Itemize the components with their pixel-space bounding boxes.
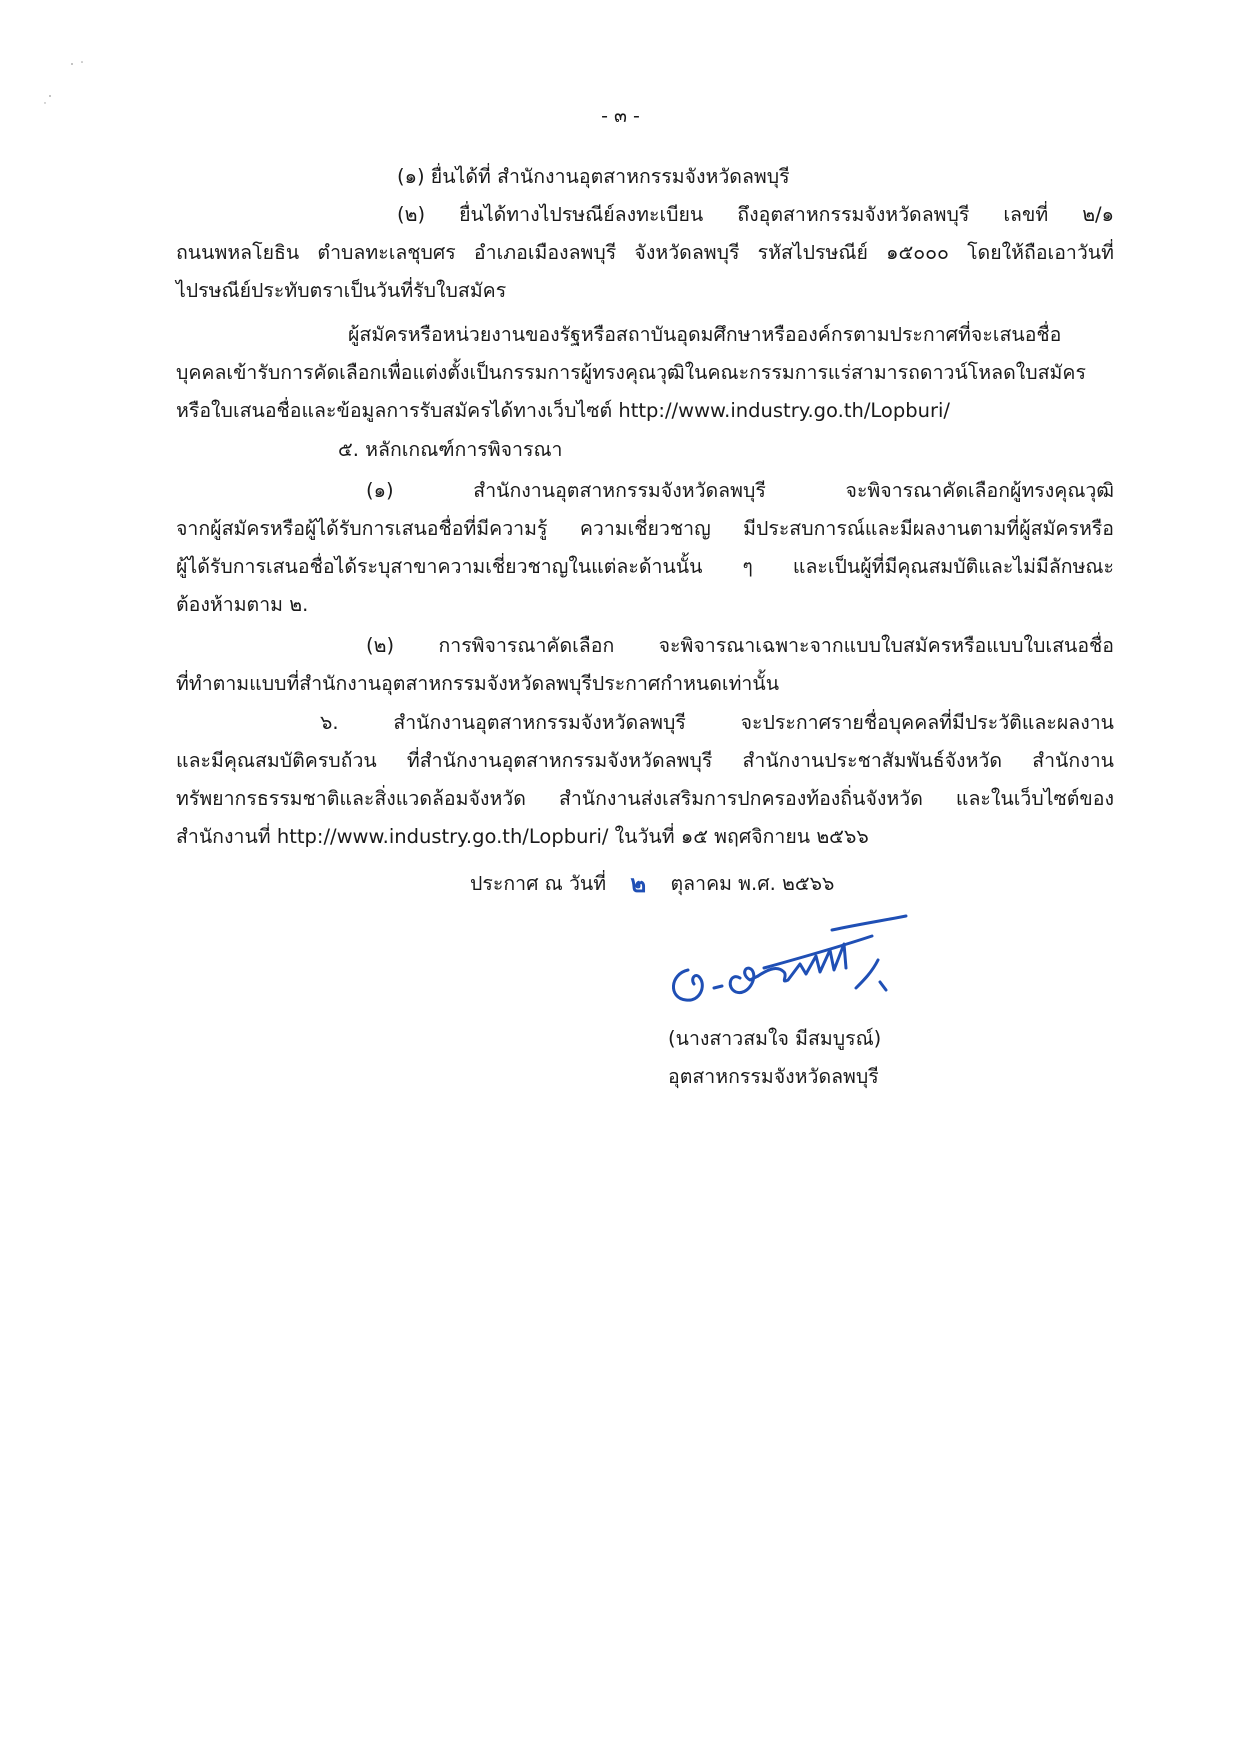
signatory-title: อุตสาหกรรมจังหวัดลพบุรี — [668, 1065, 879, 1088]
announcement-day: ๒ — [630, 870, 647, 898]
criteria-2-line-2: ที่ทำตามแบบที่สำนักงานอุตสาหกรรมจังหวัดลพบุรีประกาศกำหนดเท่านั้น — [176, 672, 780, 695]
announcement-date — [470, 871, 910, 897]
download-para-line-1: ผู้สมัครหรือหน่วยงานของรัฐหรือสถาบันอุดมศึกษาหรือองค์กรตามประกาศที่จะเสนอชื่อ — [348, 323, 1062, 346]
signatory-name: (นางสาวสมใจ มีสมบูรณ์) — [668, 1027, 882, 1050]
criteria-1-line-1: (๑) สำนักงานอุตสาหกรรมจังหวัดลพบุรี จะพิจารณาคัดเลือกผู้ทรงคุณวุฒิ — [366, 479, 1114, 502]
section-6-line-3: ทรัพยากรธรรมชาติและสิ่งแวดล้อมจังหวัด สำนักงานส่งเสริมการปกครองท้องถิ่นจังหวัด และในเว็บไซต์ของ — [176, 787, 1114, 810]
download-para-line-2: บุคคลเข้ารับการคัดเลือกเพื่อแต่งตั้งเป็นกรรมการผู้ทรงคุณวุฒิในคณะกรรมการแร่สามารถดาวน์โหลดใบสมัคร — [176, 361, 1086, 384]
item-2-line-2: ถนนพหลโยธิน ตำบลทะเลชุบศร อำเภอเมืองลพบุรี จังหวัดลพบุรี รหัสไปรษณีย์ ๑๕๐๐๐ โดยให้ถือเอาวันที่ — [176, 241, 1114, 264]
item-1-submit-at-office: (๑) ยื่นได้ที่ สำนักงานอุตสาหกรรมจังหวัดลพบุรี — [397, 165, 790, 188]
download-para-line-3: หรือใบเสนอชื่อและข้อมูลการรับสมัครได้ทางเว็บไซต์ http://www.industry.go.th/Lopburi/ — [176, 399, 950, 422]
announcement-prefix: ประกาศ ณ วันที่ — [470, 872, 607, 895]
criteria-1-line-4: ต้องห้ามตาม ๒. — [176, 593, 309, 616]
item-2-line-1: (๒) ยื่นได้ทางไปรษณีย์ลงทะเบียน ถึงอุตสาหกรรมจังหวัดลพบุรี เลขที่ ๒/๑ — [397, 203, 1114, 226]
criteria-1-line-2: จากผู้สมัครหรือผู้ได้รับการเสนอชื่อที่มีความรู้ ความเชี่ยวชาญ มีประสบการณ์และมีผลงานตามที่ผู้สมัครหรือ — [176, 517, 1114, 540]
item-2-line-3: ไปรษณีย์ประทับตราเป็นวันที่รับใบสมัคร — [176, 279, 507, 302]
section-5-heading: ๕. หลักเกณฑ์การพิจารณา — [338, 438, 563, 461]
section-6-line-4: สำนักงานที่ http://www.industry.go.th/Lopburi/ ในวันที่ ๑๕ พฤศจิกายน ๒๕๖๖ — [176, 825, 869, 848]
handwritten-signature — [660, 908, 950, 1018]
section-6-line-2: และมีคุณสมบัติครบถ้วน ที่สำนักงานอุตสาหกรรมจังหวัดลพบุรี สำนักงานประชาสัมพันธ์จังหวัด สำนักงาน — [176, 749, 1114, 772]
section-6-line-1: ๖. สำนักงานอุตสาหกรรมจังหวัดลพบุรี จะประกาศรายชื่อบุคคลที่มีประวัติและผลงาน — [320, 711, 1114, 734]
criteria-1-line-3: ผู้ได้รับการเสนอชื่อได้ระบุสาขาความเชี่ยวชาญในแต่ละด้านนั้น ๆ และเป็นผู้ที่มีคุณสมบัติและไม่มีลักษณะ — [176, 555, 1114, 578]
announcement-month-year: ตุลาคม พ.ศ. ๒๕๖๖ — [670, 872, 835, 895]
page-number: - ๓ - — [601, 105, 640, 127]
criteria-2-line-1: (๒) การพิจารณาคัดเลือก จะพิจารณาเฉพาะจากแบบใบสมัครหรือแบบใบเสนอชื่อ — [366, 634, 1114, 657]
